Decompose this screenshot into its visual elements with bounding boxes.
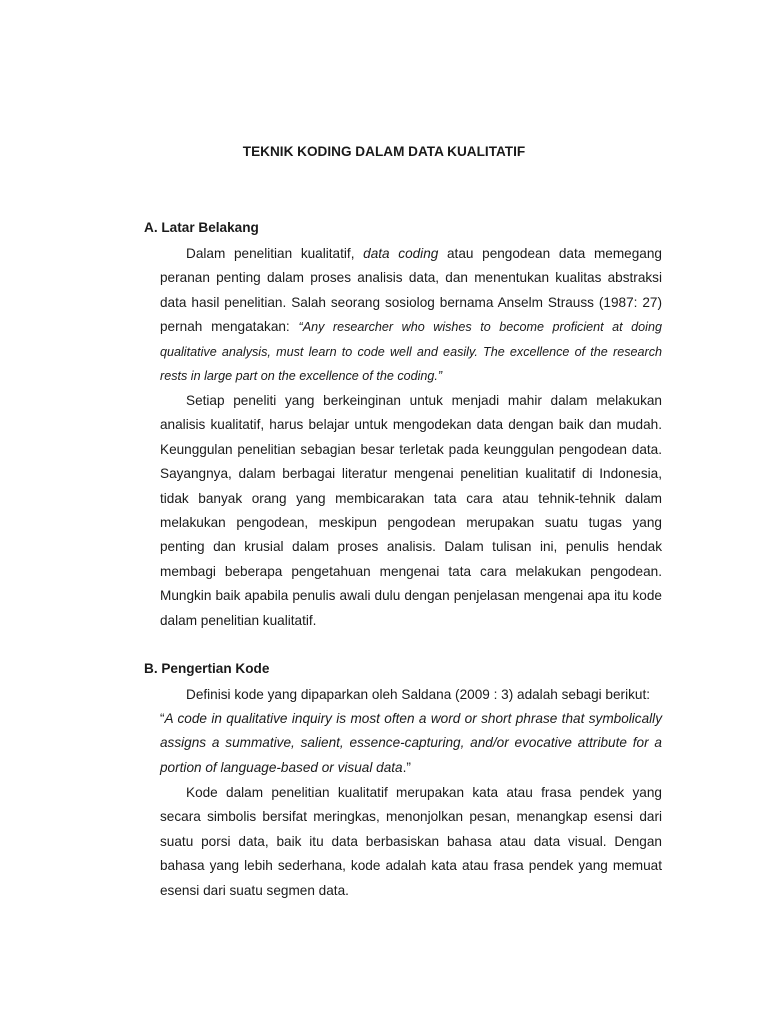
section-b-paragraph-2 [160, 781, 662, 903]
quote-text: A code in qualitative inquiry is most often a word or short phrase that symbolically assigns a summative, salient, essence-capturing, and/or evocative attribute for a portion of language-based or visual data [160, 711, 662, 775]
p2-text: Setiap peneliti yang berkeinginan untuk menjadi mahir dalam melakukan analisis kualitatif, harus belajar untuk mengodekan data dengan baik dan mudah. Keunggulan penelitian sebagian besar terletak pada keunggulan pengodean data. Sayangnya, dalam berbagai literatur mengenai penelitian kualitatif di Indonesia, tidak banyak orang yang membicarakan tata cara atau tehnik-tehnik dalam melakukan pengodean, meskipun pengodean merupakan suatu tugas yang penting dan krusial dalam proses analisis. Dalam tulisan ini, penulis hendak membagi beberapa pengetahuan mengenai tata cara melakukan pengodean. Mungkin baik apabila penulis awali dulu dengan penjelasan mengenai apa itu kode dalam penelitian kualitatif. [160, 393, 662, 628]
section-b-paragraph-1 [160, 683, 662, 707]
document-title: TEKNIK KODING DALAM DATA KUALITATIF [242, 144, 526, 159]
b-p1-text: Definisi kode yang dipaparkan oleh Saldana (2009 : 3) adalah sebagi berikut: [186, 687, 651, 702]
p1-term: data coding [363, 246, 439, 261]
section-a-paragraph-1 [160, 242, 662, 388]
p1-start: Dalam penelitian kualitatif, [186, 246, 364, 261]
b-p2-text: Kode dalam penelitian kualitatif merupakan kata atau frasa pendek yang secara simbolis bersifat meringkas, menonjolkan pesan, menangkap esensi dari suatu porsi data, baik itu data berbasiskan bahasa atau data visual. Dengan bahasa yang lebih sederhana, kode adalah kata atau frasa pendek yang memuat esensi dari suatu segmen data. [160, 785, 662, 898]
strauss-quote: “Any researcher who wishes to become proficient at doing qualitative analysis, must learn to code well and easily. The excellence of the research rests in large part on the excellence of the coding.” [160, 320, 662, 384]
section-a-heading: A. Latar Belakang [144, 220, 259, 235]
saldana-quote [160, 707, 662, 780]
p1-mid: atau pengodean data memegang peranan penting dalam proses analisis data, dan menentukan kualitas abstraksi data hasil penelitian. Salah seorang sosiolog bernama Anselm Strauss (1987: 27) pernah mengatakan: [160, 246, 662, 335]
section-a-paragraph-2 [160, 389, 662, 633]
quote-close: .” [402, 759, 411, 775]
section-b-heading: B. Pengertian Kode [144, 661, 270, 676]
quote-open: “ [160, 711, 165, 726]
